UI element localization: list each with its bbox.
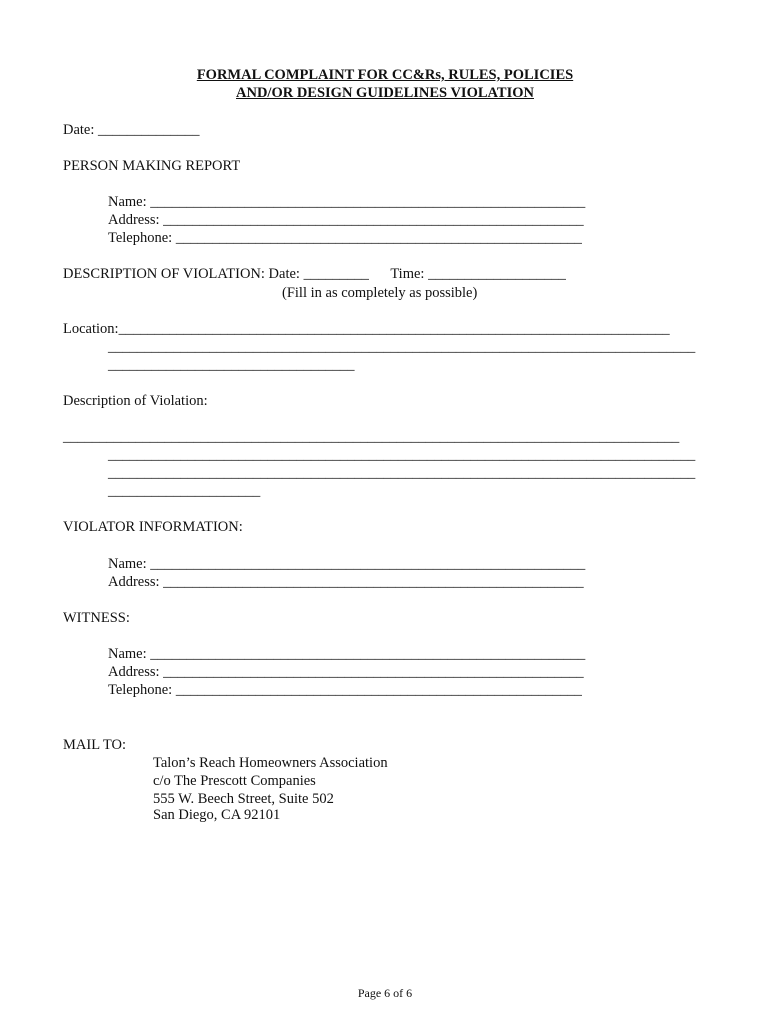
description-heading: Description of Violation: [63, 393, 208, 409]
location-field-line-1[interactable]: Location:____________________________________________________________________________ [63, 321, 670, 337]
person-name-field[interactable]: Name: ____________________________________________________________ [108, 194, 586, 210]
violation-note: (Fill in as completely as possible) [282, 285, 478, 301]
person-heading: PERSON MAKING REPORT [63, 158, 241, 174]
witness-heading: WITNESS: [63, 610, 130, 626]
page-number: Page 6 of 6 [357, 986, 413, 1000]
title-line-2: AND/OR DESIGN GUIDELINES VIOLATION [236, 85, 534, 101]
mail-to-heading: MAIL TO: [63, 737, 126, 753]
description-field-line-4[interactable]: _____________________ [108, 483, 261, 499]
mail-address-line-2: c/o The Prescott Companies [153, 773, 316, 789]
witness-name-field[interactable]: Name: ____________________________________________________________ [108, 646, 586, 662]
violation-date-time-field[interactable]: DESCRIPTION OF VIOLATION: Date: _________ Time: ___________________ [63, 266, 566, 282]
mail-address-line-3: 555 W. Beech Street, Suite 502 [153, 791, 334, 807]
person-telephone-field[interactable]: Telephone: ________________________________________________________ [108, 230, 582, 246]
violator-heading: VIOLATOR INFORMATION: [63, 519, 243, 535]
mail-address-line-1: Talon’s Reach Homeowners Association [153, 755, 388, 771]
location-field-line-3[interactable]: __________________________________ [108, 357, 355, 373]
violator-address-field[interactable]: Address: __________________________________________________________ [108, 574, 584, 590]
violator-name-field[interactable]: Name: ____________________________________________________________ [108, 556, 586, 572]
mail-address-line-4: San Diego, CA 92101 [153, 807, 281, 823]
witness-address-field[interactable]: Address: __________________________________________________________ [108, 664, 584, 680]
description-field-line-2[interactable]: _________________________________________________________________________________ [108, 447, 696, 463]
location-field-line-2[interactable]: _________________________________________________________________________________ [108, 339, 696, 355]
title-line-1: FORMAL COMPLAINT FOR CC&Rs, RULES, POLICIES [196, 67, 574, 83]
date-field[interactable]: Date: ______________ [63, 122, 200, 138]
description-field-line-1[interactable]: _____________________________________________________________________________________ [63, 429, 680, 445]
witness-telephone-field[interactable]: Telephone: ________________________________________________________ [108, 682, 582, 698]
person-address-field[interactable]: Address: __________________________________________________________ [108, 212, 584, 228]
description-field-line-3[interactable]: _________________________________________________________________________________ [108, 465, 696, 481]
